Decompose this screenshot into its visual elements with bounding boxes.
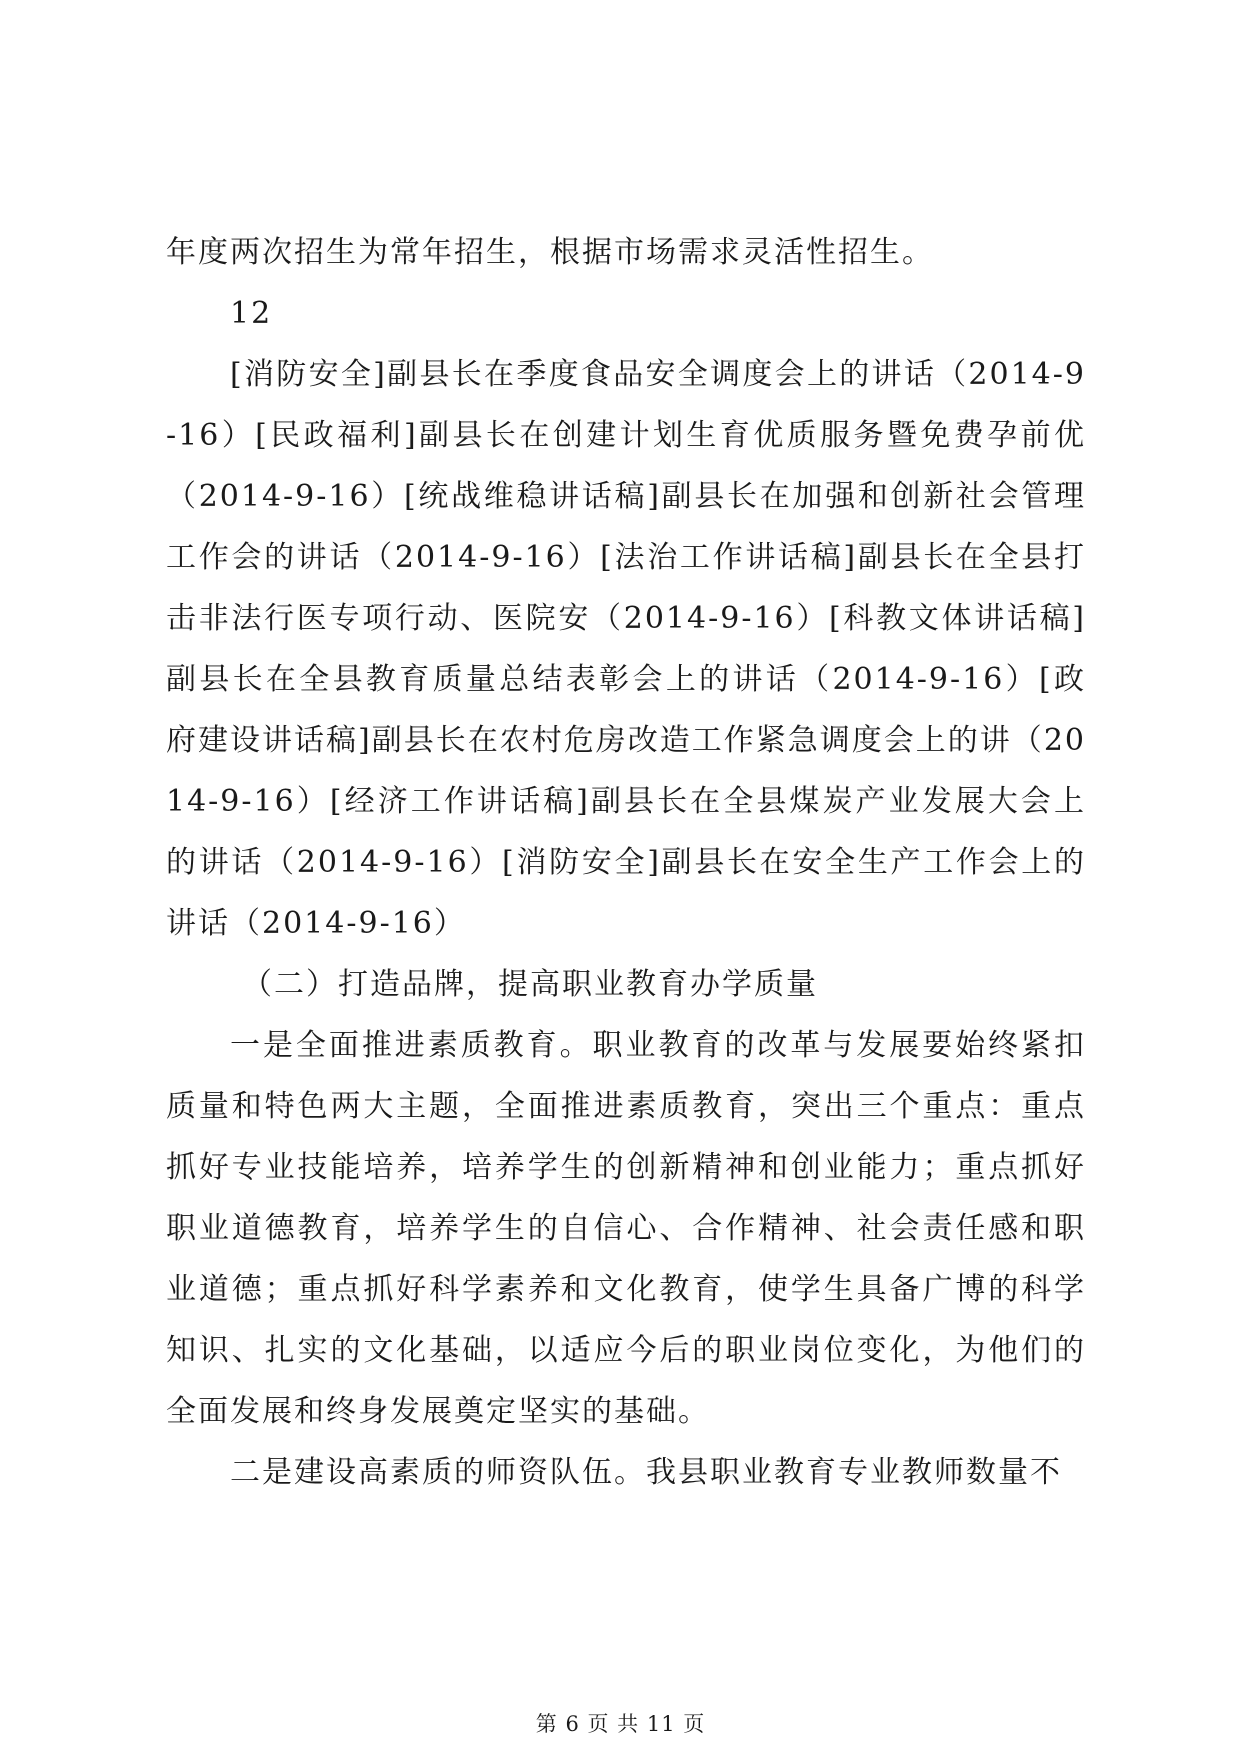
paragraph-teacher-team: 二是建设高素质的师资队伍。我县职业教育专业教师数量不 <box>230 1455 1062 1490</box>
paragraph-number: 12 <box>230 296 273 331</box>
page-footer: 第 6 页 共 11 页 <box>535 1712 706 1736</box>
section-heading: （二）打造品牌，提高职业教育办学质量 <box>242 967 818 1002</box>
paragraph-quality-education: 一是全面推进素质教育。职业教育的改革与发展要始终紧扣质量和特色两大主题，全面推进素质教育，突出三个重点：重点抓好专业技能培养，培养学生的创新精神和创业能力；重点抓好职业道德教育，培养学生的自信心、合作精神、社会责任感和职业道德；重点抓好科学素养和文化教育，使学生具备广博的科学知识、扎实的文化基础，以适应今后的职业岗位变化，为他们的全面发展和终身发展奠定坚实的基础。 <box>166 1028 1086 1429</box>
paragraph-speech-list: [消防安全]副县长在季度食品安全调度会上的讲话（2014-9-16）[民政福利]副县长在创建计划生育优质服务暨免费孕前优（2014-9-16）[统战维稳讲话稿]副县长在加强和创新社会管理工作会的讲话（2014-9-16）[法治工作讲话稿]副县长在全县打击非法行医专项行动、医院安（2014-9-16）[科教文体讲话稿]副县长在全县教育质量总结表彰会上的讲话（2014-9-16）[政府建设讲话稿]副县长在农村危房改造工作紧急调度会上的讲（2014-9-16）[经济工作讲话稿]副县长在全县煤炭产业发展大会上的讲话（2014-9-16）[消防安全]副县长在安全生产工作会上的讲话（2014-9-16） <box>166 357 1086 941</box>
document-body <box>166 222 1086 1503</box>
paragraph-continuation: 年度两次招生为常年招生，根据市场需求灵活性招生。 <box>166 235 934 270</box>
